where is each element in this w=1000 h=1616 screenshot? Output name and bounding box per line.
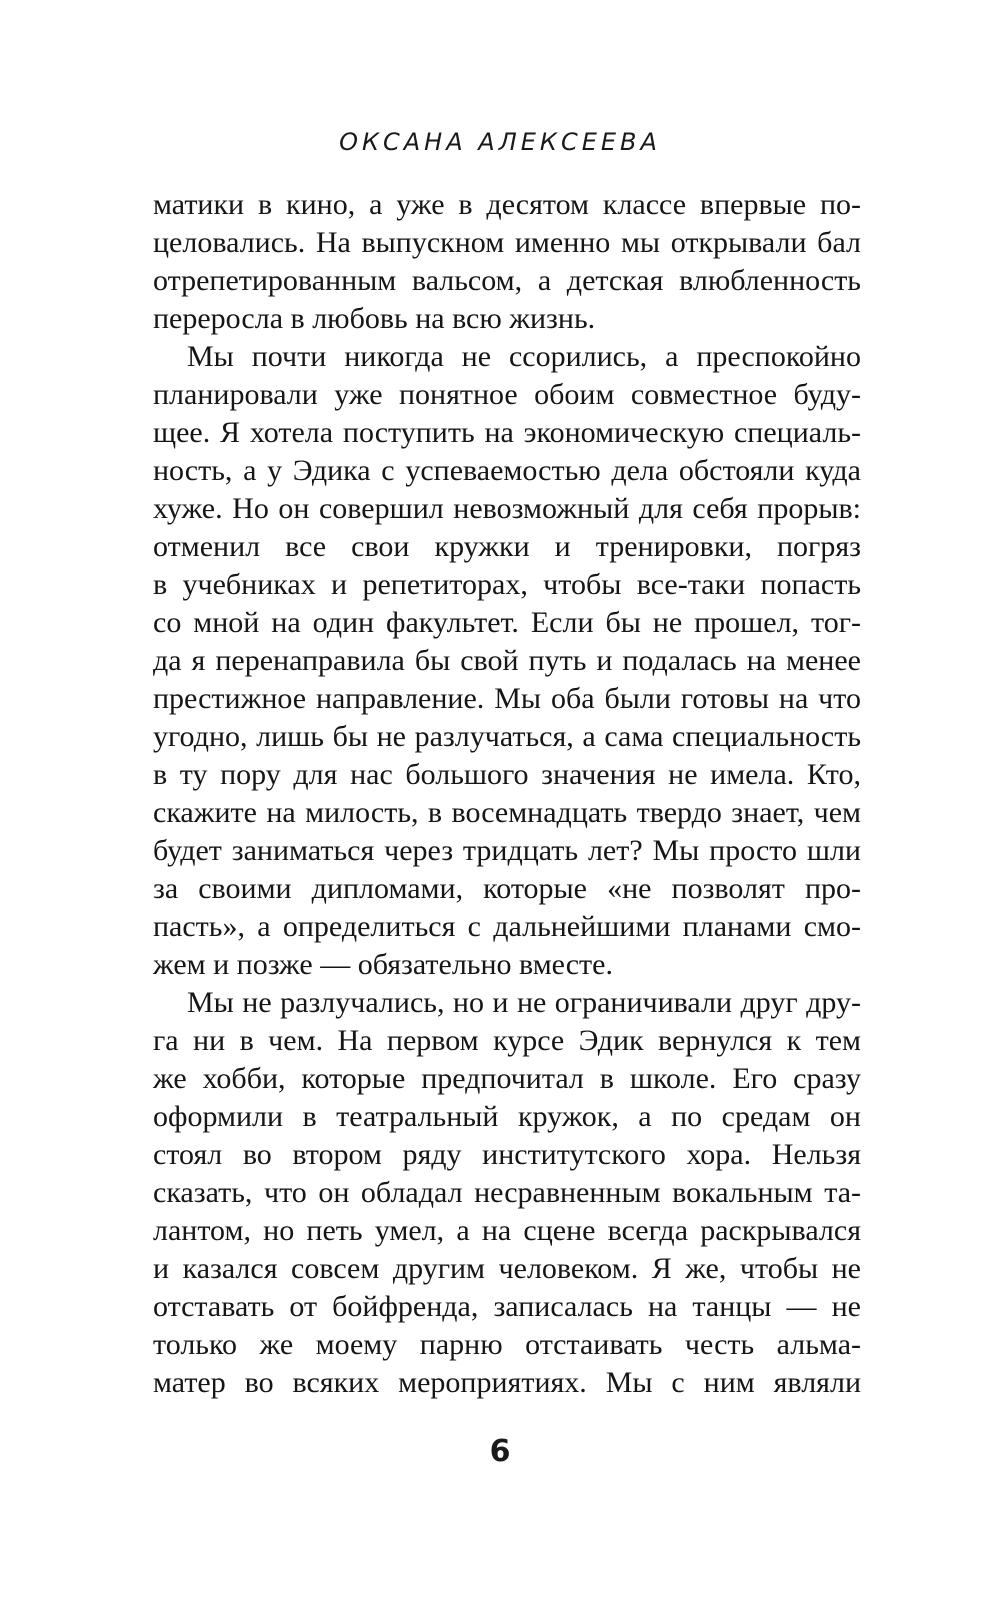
text-line: пасть», а определиться с дальнейшими планами смо- [153,910,861,943]
text-line: престижное направление. Мы оба были готовы на что [153,682,861,715]
text-line: ность, а у Эдика с успеваемостью дела обстояли куда [153,454,861,487]
text-line: в учебниках и репетиторах, чтобы все-таки попасть [153,568,861,601]
text-line: Мы не разлучались, но и не ограничивали друг дру- [187,986,861,1019]
text-line: матер во всяких мероприятиях. Мы с ним являли [153,1366,861,1399]
text-line: только же моему парню отстаивать честь альма- [153,1328,861,1361]
text-line: в ту пору для нас большого значения не имела. Кто, [153,758,861,791]
text-line: планировали уже понятное обоим совместное буду- [153,378,861,411]
body-text [153,186,861,1402]
text-line: Мы почти никогда не ссорились, а преспокойно [187,340,861,373]
running-head-author: ОКСАНА АЛЕКСЕЕВА [339,128,661,156]
text-line: и казался совсем другим человеком. Я же, чтобы не [153,1252,861,1285]
text-line: отставать от бойфренда, записалась на танцы — не [153,1290,861,1323]
page-number: 6 [489,1434,511,1469]
text-line: со мной на один факультет. Если бы не прошел, тог- [153,606,861,639]
text-line: жем и позже — обязательно вместе. [153,948,613,981]
text-line: переросла в любовь на всю жизнь. [153,302,596,335]
text-line: отменил все свои кружки и тренировки, погряз [153,530,861,563]
text-line: будет заниматься через тридцать лет? Мы просто шли [153,834,861,867]
text-line: отрепетированным вальсом, а детская влюбленность [153,264,861,297]
text-line: сказать, что он обладал несравненным вокальным та- [153,1176,861,1209]
text-line: щее. Я хотела поступить на экономическую специаль- [153,416,861,449]
text-line: матики в кино, а уже в десятом классе впервые по- [153,188,861,221]
text-line: же хобби, которые предпочитал в школе. Его сразу [153,1062,861,1095]
text-line: целовались. На выпускном именно мы открывали бал [153,226,861,259]
text-line: стоял во втором ряду институтского хора. Нельзя [153,1138,861,1171]
text-line: да я перенаправила бы свой путь и подалась на менее [153,644,861,677]
text-line: за своими дипломами, которые «не позволят про- [153,872,861,905]
text-line: угодно, лишь бы не разлучаться, а сама специальность [153,720,861,753]
text-line: оформили в театральный кружок, а по средам он [153,1100,861,1133]
text-line: га ни в чем. На первом курсе Эдик вернулся к тем [153,1024,861,1057]
text-line: лантом, но петь умел, а на сцене всегда раскрывался [153,1214,861,1247]
text-line: хуже. Но он совершил невозможный для себя прорыв: [153,492,861,525]
text-line: скажите на милость, в восемнадцать твердо знает, чем [153,796,861,829]
